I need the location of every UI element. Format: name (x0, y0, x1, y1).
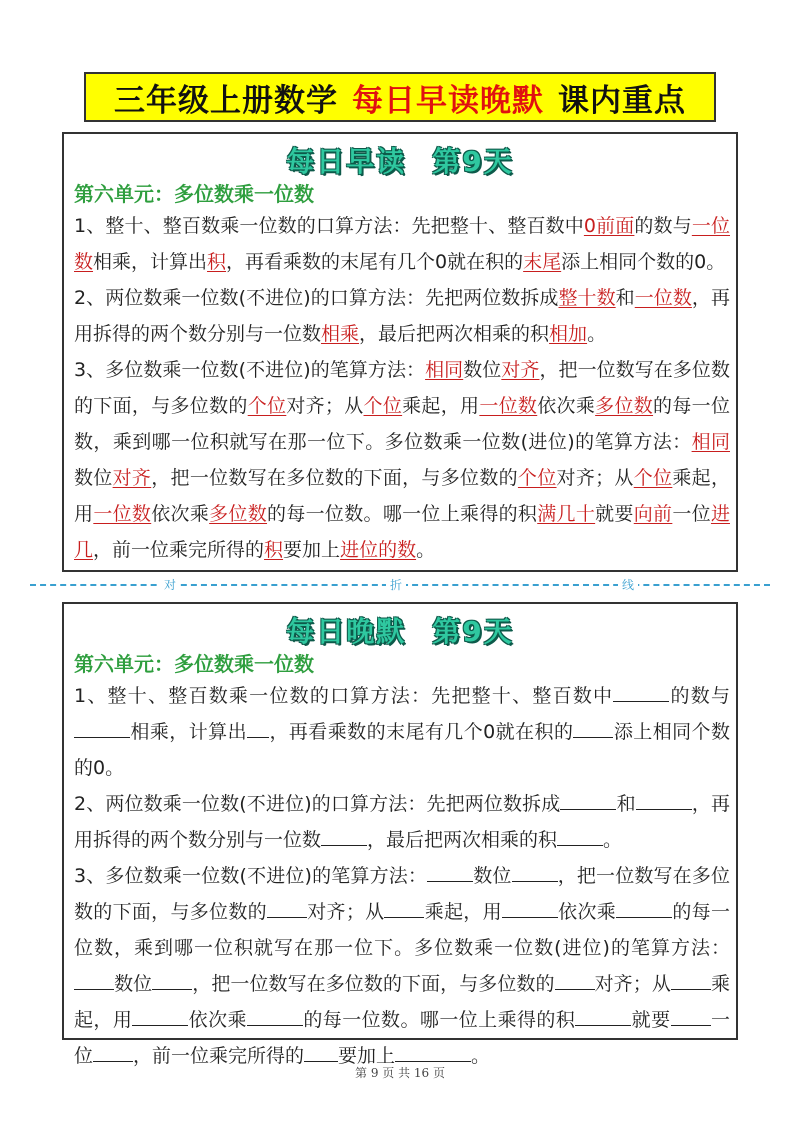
morning-reading-card (62, 132, 738, 572)
fill-blank[interactable] (671, 969, 711, 990)
text-segment: ，把一位数写在多位数的下面，与多位数的 (192, 973, 555, 995)
key-term: 积 (207, 251, 227, 273)
text-segment: 和 (616, 793, 636, 815)
text-segment: 。 (471, 1045, 491, 1067)
key-term: 多位数 (595, 395, 654, 417)
key-term: 对齐 (501, 359, 540, 381)
text-segment: 。 (603, 829, 623, 851)
key-term: 进几 (74, 503, 730, 561)
evening-point-3 (74, 858, 730, 1074)
fill-blank[interactable] (636, 789, 692, 810)
key-term: 相加 (549, 323, 588, 345)
text-segment: 依次乘 (537, 395, 596, 417)
fill-blank[interactable] (671, 1005, 711, 1026)
text-segment: 的每一位数，乘到哪一位积就写在那一位下。多位数乘一位数(进位)的笔算方法： (74, 901, 730, 959)
text-segment: 依次乘 (151, 503, 210, 525)
text-segment: 乘起，用 (424, 901, 502, 923)
key-term: 相乘 (321, 323, 360, 345)
evening-recitation-card (62, 602, 738, 1067)
key-term: 个位 (633, 467, 673, 489)
text-segment: 一位 (672, 503, 711, 525)
text-segment: 对齐；从 (286, 395, 364, 417)
title-grade: 三年级上册数学 (114, 82, 338, 119)
fill-blank[interactable] (74, 969, 114, 990)
key-term: 相同 (691, 431, 730, 453)
fill-blank[interactable] (384, 897, 424, 918)
text-segment: ，最后把两次相乘的积 (367, 829, 558, 851)
evening-recitation-heading (64, 610, 736, 650)
text-segment: ，把一位数写在多位数的下面，与多位数的 (74, 865, 730, 923)
text-segment: 的数与 (634, 215, 692, 237)
text-segment: 相乘，计算出 (93, 251, 208, 273)
evening-point-1 (74, 678, 730, 786)
text-segment: ，再看乘数的末尾有几个0就在积的 (226, 251, 524, 273)
key-term: 满几十 (537, 503, 596, 525)
fill-blank[interactable] (427, 861, 473, 882)
key-term: 整十数 (558, 287, 616, 309)
text-segment: 1、整十、整百数乘一位数的口算方法：先把整十、整百数中 (74, 685, 614, 707)
text-segment: ，再用拆得的两个数分别与一位数 (74, 793, 730, 851)
key-term: 0前面 (583, 215, 635, 237)
text-segment: ，把一位数写在多位数的下面，与多位数的 (74, 359, 730, 417)
fill-blank[interactable] (132, 1005, 188, 1026)
text-segment: 添上相同个数的0。 (561, 251, 726, 273)
text-segment: 数位 (74, 467, 113, 489)
key-term: 多位数 (209, 503, 268, 525)
text-segment: ，前一位乘完所得的 (93, 539, 265, 561)
text-segment: ，最后把两次相乘的积 (359, 323, 550, 345)
fill-blank[interactable] (321, 825, 367, 846)
text-segment: 乘起，用 (74, 973, 730, 1031)
text-segment: 3、多位数乘一位数(不进位)的笔算方法： (74, 359, 426, 381)
title-program: 每日早读晚默 (352, 82, 544, 119)
text-segment: 要加上 (338, 1045, 396, 1067)
fill-blank[interactable] (512, 861, 558, 882)
fill-blank[interactable] (247, 717, 269, 738)
text-segment: 依次乘 (188, 1009, 247, 1031)
text-segment: 就要 (595, 503, 634, 525)
text-segment: 相乘，计算出 (130, 721, 248, 743)
fold-label-2: 折 (386, 576, 406, 593)
title-focus: 课内重点 (558, 82, 686, 119)
text-segment: 对齐；从 (306, 901, 385, 923)
text-segment: 乘起，用 (74, 467, 730, 525)
key-term: 积 (264, 539, 284, 561)
morning-point-3 (74, 352, 730, 568)
fill-blank[interactable] (247, 1005, 303, 1026)
key-term: 相同 (425, 359, 464, 381)
page-number: 第 9 页 共 16 页 (355, 1066, 445, 1080)
text-segment: 。 (587, 323, 607, 345)
evening-heading-label: 每日晚默 (286, 615, 407, 648)
text-segment: 数位 (463, 359, 502, 381)
text-segment: 3、多位数乘一位数(不进位)的笔算方法： (74, 865, 428, 887)
text-segment: 对齐；从 (556, 467, 634, 489)
key-term: 一位数 (93, 503, 152, 525)
fill-blank[interactable] (613, 681, 669, 702)
text-segment: 依次乘 (557, 901, 617, 923)
fold-label-1: 对 (160, 576, 180, 593)
evening-body (74, 678, 730, 1074)
fill-blank[interactable] (74, 717, 130, 738)
fill-blank[interactable] (93, 1041, 133, 1062)
morning-point-2 (74, 280, 730, 352)
text-segment: 2、两位数乘一位数(不进位)的口算方法：先把两位数拆成 (74, 793, 561, 815)
morning-body (74, 208, 730, 568)
key-term: 个位 (363, 395, 403, 417)
fill-blank[interactable] (267, 897, 307, 918)
fill-blank[interactable] (304, 1041, 338, 1062)
key-term: 一位数 (479, 395, 538, 417)
evening-unit-title: 第六单元：多位数乘一位数 (74, 652, 314, 676)
key-term: 一位数 (74, 215, 730, 273)
fill-blank[interactable] (557, 825, 603, 846)
fill-blank[interactable] (560, 789, 616, 810)
text-segment: 。 (416, 539, 436, 561)
morning-heading-label: 每日早读 (286, 145, 407, 178)
text-segment: 的每一位数。哪一位上乘得的积 (267, 503, 538, 525)
morning-point-1 (74, 208, 730, 280)
text-segment: 数位 (473, 865, 512, 887)
text-segment: 对齐；从 (594, 973, 671, 995)
text-segment: 一位 (74, 1009, 730, 1067)
text-segment: 的数与 (669, 685, 730, 707)
text-segment: ，再看乘数的末尾有几个0就在积的 (269, 721, 574, 743)
text-segment: 的每一位数，乘到哪一位积就写在那一位下。多位数乘一位数(进位)的笔算方法： (74, 395, 730, 453)
text-segment: 要加上 (283, 539, 341, 561)
text-segment: 和 (615, 287, 635, 309)
fill-blank[interactable] (152, 969, 192, 990)
text-segment: ，再用拆得的两个数分别与一位数 (74, 287, 730, 345)
text-segment: 乘起，用 (402, 395, 480, 417)
text-segment: 的每一位数。哪一位上乘得的积 (302, 1009, 576, 1031)
morning-day-label: 第9天 (432, 145, 514, 178)
fill-blank[interactable] (395, 1041, 471, 1062)
key-term: 一位数 (634, 287, 692, 309)
key-term: 对齐 (112, 467, 152, 489)
key-term: 向前 (633, 503, 673, 525)
key-term: 末尾 (523, 251, 562, 273)
evening-point-2 (74, 786, 730, 858)
fill-blank[interactable] (502, 897, 558, 918)
text-segment: ，把一位数写在多位数的下面，与多位数的 (151, 467, 518, 489)
fill-blank[interactable] (575, 1005, 631, 1026)
key-term: 个位 (247, 395, 287, 417)
fold-label-3: 线 (618, 576, 638, 593)
morning-reading-heading (64, 140, 736, 180)
fill-blank[interactable] (555, 969, 595, 990)
text-segment: 就要 (631, 1009, 671, 1031)
evening-day-label: 第9天 (432, 615, 514, 648)
page-title-banner (84, 72, 716, 122)
key-term: 个位 (517, 467, 557, 489)
fill-blank[interactable] (573, 717, 613, 738)
text-segment: 1、整十、整百数乘一位数的口算方法：先把整十、整百数中 (74, 215, 584, 237)
text-segment: 2、两位数乘一位数(不进位)的口算方法：先把两位数拆成 (74, 287, 559, 309)
morning-unit-title: 第六单元：多位数乘一位数 (74, 182, 314, 206)
fill-blank[interactable] (616, 897, 672, 918)
key-term: 进位的数 (340, 539, 417, 561)
text-segment: 添上相同个数的0。 (74, 721, 730, 779)
text-segment: ，前一位乘完所得的 (133, 1045, 305, 1067)
text-segment: 数位 (114, 973, 153, 995)
